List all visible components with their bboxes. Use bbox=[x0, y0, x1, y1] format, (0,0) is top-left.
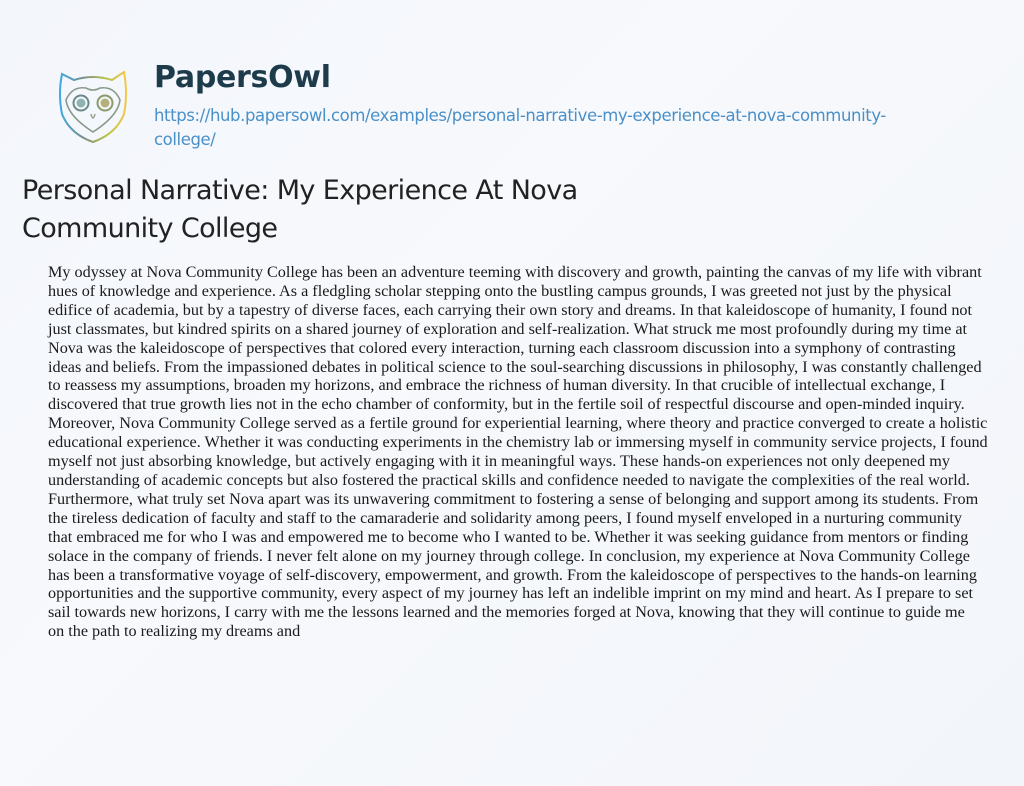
essay-line: Nova was the kaleidoscope of perspectives that colored every interaction, turning each classroom discussion into a symphony of contrasting bbox=[48, 338, 956, 357]
essay-line: just classmates, but kindred spirits on a shared journey of exploration and self-realization. What struck me most profoundly during my time at bbox=[48, 319, 968, 338]
essay-line: that embraced me for who I was and empowered me to become who I wanted to be. Whether it was seeking guidance from mentors or finding bbox=[48, 527, 969, 546]
owl-logo-icon bbox=[52, 64, 134, 146]
essay-line: discovered that true growth lies not in the echo chamber of conformity, but in the fertile soil of respectful discourse and open-minded inquiry. bbox=[48, 395, 965, 414]
essay-line: to reassess my assumptions, broaden my horizons, and embrace the richness of human diversity. In that crucible of intellectual exchange, I bbox=[48, 376, 946, 395]
essay-line: ideas and beliefs. From the impassioned debates in political science to the soul-searching discussions in philosophy, I was constantly challenged bbox=[48, 357, 982, 376]
brand-name[interactable]: PapersOwl bbox=[154, 60, 331, 95]
essay-line: edifice of academia, but by a tapestry of diverse faces, each carrying their own story and dreams. In that kaleidoscope of humanity, I found not bbox=[48, 300, 972, 319]
essay-line: myself not just absorbing knowledge, but actively engaging with it in meaningful ways. These hands-on experiences not only deepened my bbox=[48, 452, 950, 471]
page-title: Personal Narrative: My Experience At Nova Community College bbox=[22, 175, 578, 244]
page-url[interactable] bbox=[154, 104, 944, 152]
url-line-1[interactable]: https://hub.papersowl.com/examples/personal-narrative-my-experience-at-nova-community- bbox=[154, 106, 886, 125]
essay-line: solace in the company of friends. I never felt alone on my journey through college. In conclusion, my experience at Nova Community College bbox=[48, 546, 970, 565]
essay-line: has been a transformative voyage of self-discovery, empowerment, and growth. From the kaleidoscope of perspectives to the hands-on learning bbox=[48, 565, 977, 584]
essay-line: on the path to realizing my dreams and bbox=[48, 622, 301, 641]
essay-line: opportunities and the supportive community, every aspect of my journey has left an indelible imprint on my mind and heart. As I prepare to set bbox=[48, 584, 974, 603]
essay-line: Furthermore, what truly set Nova apart was its unwavering commitment to fostering a sense of belonging and support among its students. From bbox=[48, 489, 979, 508]
essay-line: sail towards new horizons, I carry with me the lessons learned and the memories forged at Nova, knowing that they will continue to guide me bbox=[48, 603, 965, 622]
essay-line: the tireless dedication of faculty and staff to the camaraderie and solidarity among peers, I found myself enveloped in a nurturing community bbox=[48, 508, 963, 527]
essay-line: educational experience. Whether it was conducting experiments in the chemistry lab or immersing myself in community service projects, I found bbox=[48, 433, 988, 452]
essay-line: My odyssey at Nova Community College has been an adventure teeming with discovery and growth, painting the canvas of my life with vibrant bbox=[48, 263, 982, 281]
essay-line: Moreover, Nova Community College served as a fertile ground for experiential learning, where theory and practice converged to create a holistic bbox=[48, 414, 988, 433]
essay-body bbox=[48, 263, 988, 641]
essay-line: hues of knowledge and experience. As a fledgling scholar stepping onto the bustling campus grounds, I was greeted not just by the physical bbox=[48, 281, 952, 300]
header bbox=[0, 0, 1024, 160]
essay-line: understanding of academic concepts but also fostered the practical skills and confidence needed to navigate the complexities of the real world. bbox=[48, 470, 970, 489]
url-line-2[interactable]: college/ bbox=[154, 130, 216, 149]
